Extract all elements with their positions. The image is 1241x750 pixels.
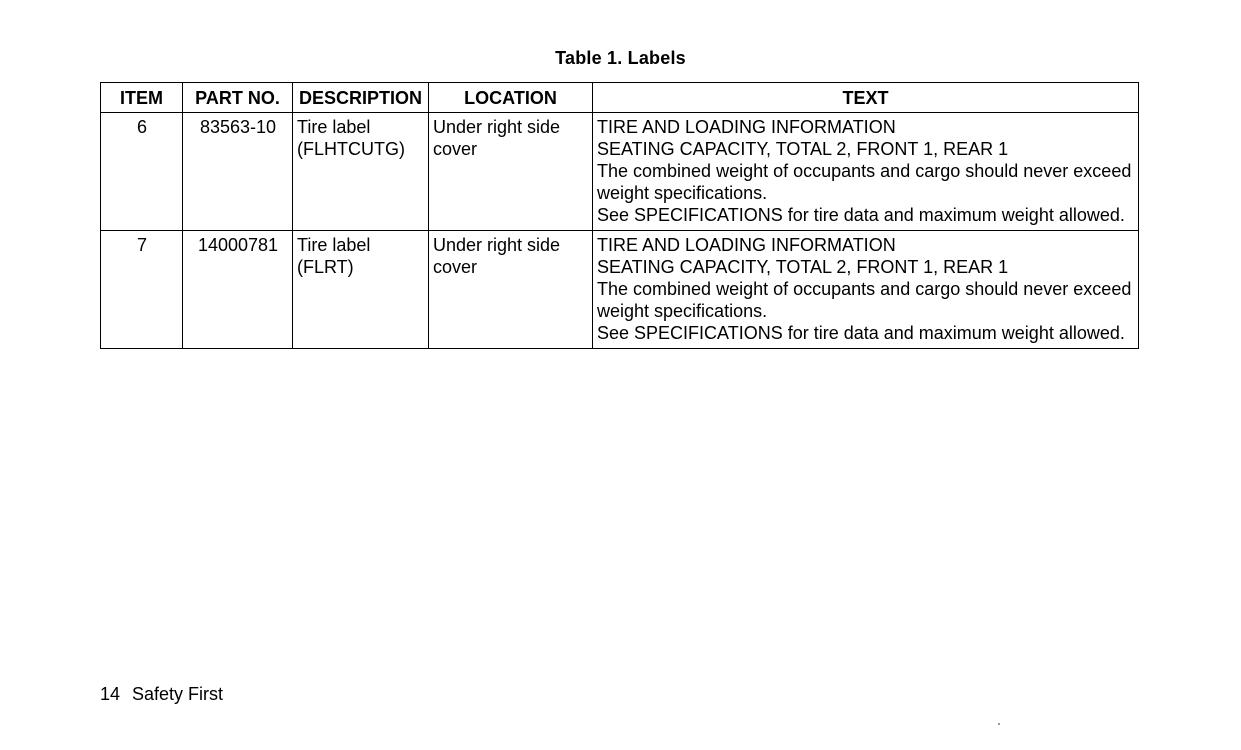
label-text-line: The combined weight of occupants and cargo should never exceed — [597, 161, 1132, 181]
table-row — [101, 113, 1139, 231]
location-line: Under right side — [433, 117, 561, 137]
table-row — [101, 231, 1139, 349]
label-text-line: weight specifications. — [597, 301, 768, 321]
section-title: Safety First — [132, 684, 224, 704]
label-text-line: SEATING CAPACITY, TOTAL 2, FRONT 1, REAR 1 — [597, 257, 1009, 277]
label-text-cell — [593, 113, 1139, 231]
label-text-cell — [593, 231, 1139, 349]
location-line: cover — [433, 257, 478, 277]
column-header-description: DESCRIPTION — [293, 83, 429, 113]
scan-speck — [998, 723, 1000, 725]
label-text-line: See SPECIFICATIONS for tire data and maximum weight allowed. — [597, 205, 1125, 225]
description-cell — [293, 231, 429, 349]
table-caption: Table 1. Labels — [555, 48, 686, 68]
description-cell — [293, 113, 429, 231]
description-line: Tire label — [297, 117, 371, 137]
page-number: 14 — [100, 684, 121, 704]
location-cell — [429, 231, 593, 349]
page-footer — [100, 684, 223, 705]
description-line: (FLRT) — [297, 257, 354, 277]
label-text-line: See SPECIFICATIONS for tire data and maximum weight allowed. — [597, 323, 1125, 343]
item-cell: 7 — [101, 231, 183, 349]
label-text-line: The combined weight of occupants and cargo should never exceed — [597, 279, 1132, 299]
part-no-cell: 83563-10 — [183, 113, 293, 231]
location-cell — [429, 113, 593, 231]
table-header-row — [101, 83, 1139, 113]
labels-table — [100, 82, 1139, 349]
label-text-line: TIRE AND LOADING INFORMATION — [597, 117, 896, 137]
description-line: Tire label — [297, 235, 371, 255]
column-header-part-no: PART NO. — [183, 83, 293, 113]
column-header-item: ITEM — [101, 83, 183, 113]
label-text-line: TIRE AND LOADING INFORMATION — [597, 235, 896, 255]
location-line: Under right side — [433, 235, 561, 255]
location-line: cover — [433, 139, 478, 159]
item-cell: 6 — [101, 113, 183, 231]
description-line: (FLHTCUTG) — [297, 139, 405, 159]
label-text-line: weight specifications. — [597, 183, 768, 203]
column-header-location: LOCATION — [429, 83, 593, 113]
column-header-text: TEXT — [593, 83, 1139, 113]
part-no-cell: 14000781 — [183, 231, 293, 349]
label-text-line: SEATING CAPACITY, TOTAL 2, FRONT 1, REAR 1 — [597, 139, 1009, 159]
